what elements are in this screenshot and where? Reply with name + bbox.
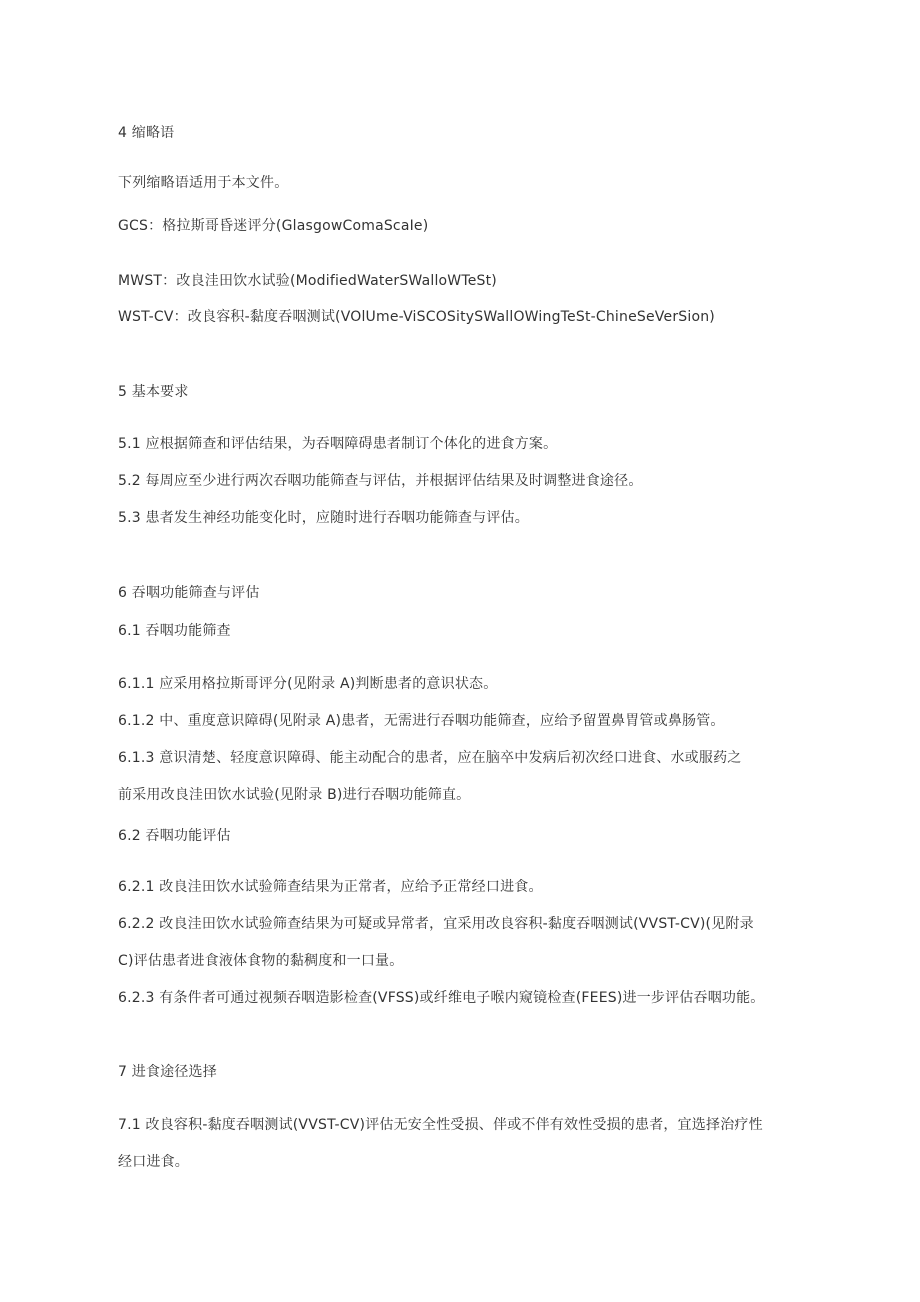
abbr-gcs: GCS：格拉斯哥昏迷评分(GlasgowComaScaIe) <box>118 218 429 234</box>
clause-7-1-cont: 经口进食。 <box>118 1154 189 1170</box>
clause-6-1-2: 6.1.2 中、重度意识障碍(见附录 A)患者，无需进行吞咽功能筛查，应给予留置鼻胃管或鼻肠管。 <box>118 713 725 729</box>
section-heading-7: 7 进食途径选择 <box>118 1064 217 1080</box>
paragraph-intro: 下列缩略语适用于本文件。 <box>118 175 289 191</box>
clause-5-3: 5.3 患者发生神经功能变化时，应随时进行吞咽功能筛查与评估。 <box>118 510 529 526</box>
subsection-6-1: 6.1 吞咽功能筛查 <box>118 623 231 639</box>
subsection-6-2: 6.2 吞咽功能评估 <box>118 828 231 844</box>
clause-6-2-2: 6.2.2 改良洼田饮水试验筛查结果为可疑或异常者，宜采用改良容积-黏度吞咽测试(VVST-CV)(见附录 <box>118 916 754 932</box>
clause-6-2-2-cont: C)评估患者进食液体食物的黏稠度和一口量。 <box>118 953 404 969</box>
section-heading-6: 6 吞咽功能筛查与评估 <box>118 585 260 601</box>
abbr-wst-cv: WST-CV：改良容积-黏度吞咽测试(VOlUme-ViSCOSitySWallOWingTeSt-ChineSeVerSion) <box>118 309 715 325</box>
clause-6-2-1: 6.2.1 改良洼田饮水试验筛查结果为正常者，应给予正常经口进食。 <box>118 879 543 895</box>
section-heading-4: 4 缩略语 <box>118 125 175 141</box>
clause-6-2-3: 6.2.3 有条件者可通过视频吞咽造影检查(VFSS)或纤维电子喉内窥镜检查(FEES)进一步评估吞咽功能。 <box>118 990 765 1006</box>
clause-5-1: 5.1 应根据筛查和评估结果，为吞咽障碍患者制订个体化的进食方案。 <box>118 436 558 452</box>
abbr-mwst: MWST：改良洼田饮水试验(ModifiedWaterSWalloWTeSt) <box>118 273 497 289</box>
section-heading-5: 5 基本要求 <box>118 384 189 400</box>
clause-6-1-3: 6.1.3 意识清楚、轻度意识障碍、能主动配合的患者，应在脑卒中发病后初次经口进食、水或服药之 <box>118 750 742 766</box>
clause-7-1: 7.1 改良容积-黏度吞咽测试(VVST-CV)评估无安全性受损、伴或不伴有效性受损的患者，宜选择治疗性 <box>118 1117 763 1133</box>
clause-6-1-1: 6.1.1 应采用格拉斯哥评分(见附录 A)判断患者的意识状态。 <box>118 676 498 692</box>
clause-6-1-3-cont: 前采用改良洼田饮水试验(见附录 B)进行吞咽功能筛直。 <box>118 787 471 803</box>
clause-5-2: 5.2 每周应至少进行两次吞咽功能筛查与评估，并根据评估结果及时调整进食途径。 <box>118 473 643 489</box>
